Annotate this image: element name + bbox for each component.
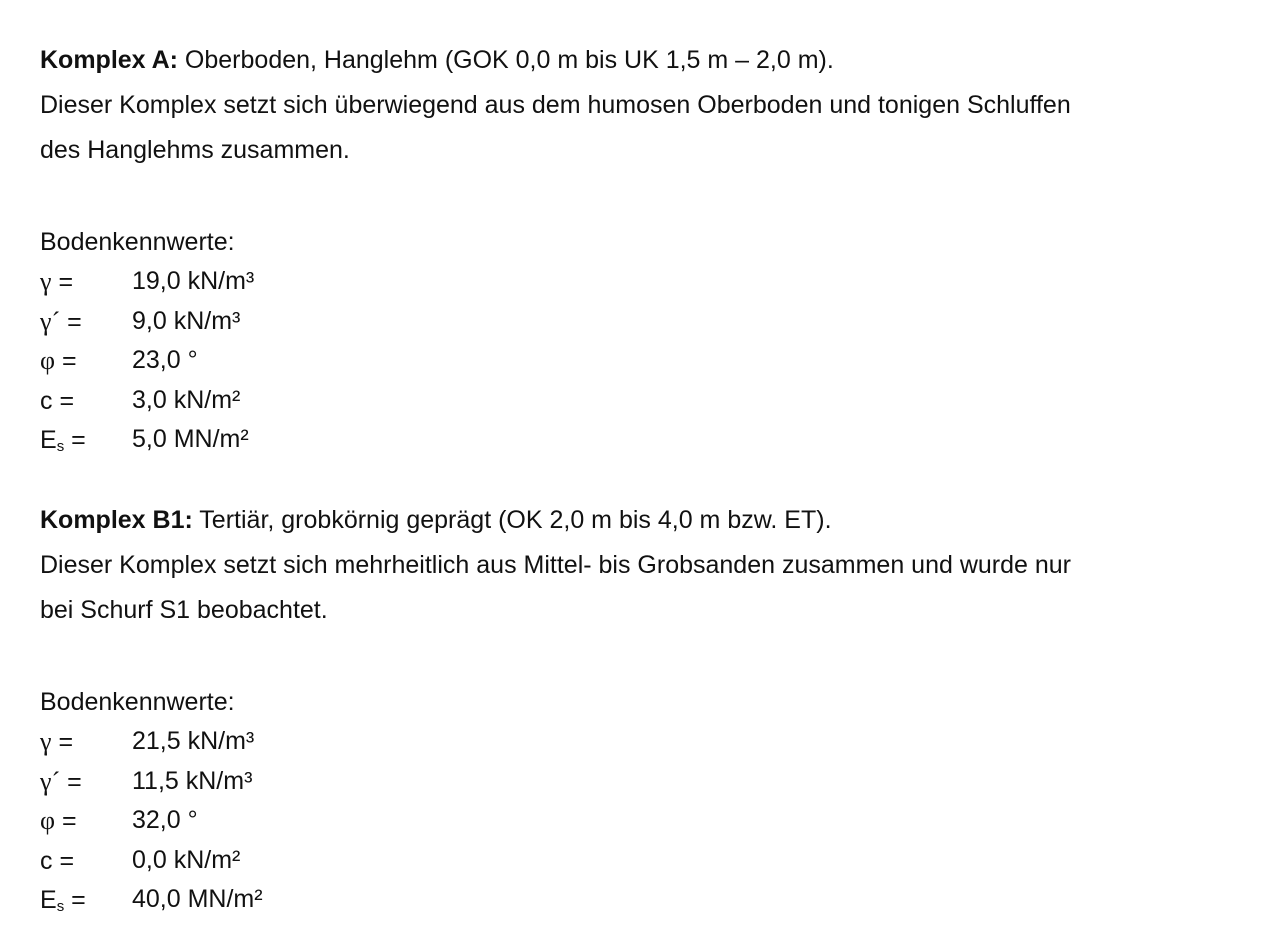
- param-row-gamma: [40, 722, 1260, 762]
- param-value: 32,0 °: [132, 806, 198, 835]
- params-list: [40, 722, 1260, 920]
- param-symbol: φ =: [40, 346, 77, 376]
- section-heading: [40, 502, 1260, 547]
- param-value: 0,0 kN/m²: [132, 845, 241, 874]
- param-value: 19,0 kN/m³: [132, 267, 255, 295]
- param-value: 3,0 kN/m²: [132, 385, 241, 414]
- param-value: 40,0 MN/m²: [132, 885, 263, 914]
- param-row-gamma: [40, 262, 1260, 302]
- param-row-phi: [40, 801, 1260, 841]
- param-value: 21,5 kN/m³: [132, 726, 255, 755]
- section-komplex-b1: [40, 502, 1260, 920]
- param-symbol: $E_s$ =: [40, 426, 86, 456]
- description-line: Dieser Komplex setzt sich überwiegend aus dem humosen Oberboden und tonigen Schluffen: [40, 91, 1071, 119]
- param-value: 23,0 °: [132, 346, 198, 375]
- param-symbol: γ´ =: [40, 766, 82, 796]
- param-row-gamma-prime: [40, 762, 1260, 802]
- param-value: 11,5 kN/m³: [132, 766, 253, 795]
- param-symbol: γ´ =: [40, 306, 82, 336]
- description-line: bei Schurf S1 beobachtet.: [40, 595, 328, 624]
- spacer: [40, 460, 1260, 502]
- param-row-cohesion: [40, 841, 1260, 881]
- param-row-phi: [40, 341, 1260, 381]
- params-title: Bodenkennwerte:: [40, 687, 235, 716]
- section-komplex-a: [40, 42, 1260, 460]
- description-line: des Hanglehms zusammen.: [40, 136, 350, 164]
- document-body: [40, 42, 1260, 920]
- param-row-es: [40, 420, 1260, 460]
- description-line: Dieser Komplex setzt sich mehrheitlich aus Mittel- bis Grobsanden zusammen und wurde nur: [40, 550, 1072, 579]
- heading-text: Oberboden, Hanglehm (GOK 0,0 m bis UK 1,5 m – 2,0 m).: [177, 46, 834, 74]
- param-value: 9,0 kN/m³: [132, 306, 241, 335]
- spacer: [40, 637, 1260, 682]
- param-symbol: γ =: [40, 267, 74, 296]
- param-value: 5,0 MN/m²: [132, 425, 249, 454]
- heading-label: Komplex A:: [40, 46, 178, 74]
- param-symbol: φ =: [40, 806, 77, 836]
- section-heading: [40, 42, 1260, 87]
- param-symbol: c =: [40, 386, 75, 415]
- param-row-es: [40, 880, 1260, 920]
- params-title: Bodenkennwerte:: [40, 228, 235, 256]
- spacer: [40, 177, 1260, 222]
- heading-text: Tertiär, grobkörnig geprägt (OK 2,0 m bis 4,0 m bzw. ET).: [192, 505, 832, 534]
- param-symbol: $E_s$ =: [40, 886, 86, 916]
- params-list: [40, 262, 1260, 460]
- heading-label: Komplex B1:: [40, 505, 193, 534]
- param-row-cohesion: [40, 381, 1260, 421]
- param-row-gamma-prime: [40, 302, 1260, 342]
- param-symbol: c =: [40, 846, 75, 875]
- param-symbol: γ =: [40, 726, 74, 756]
